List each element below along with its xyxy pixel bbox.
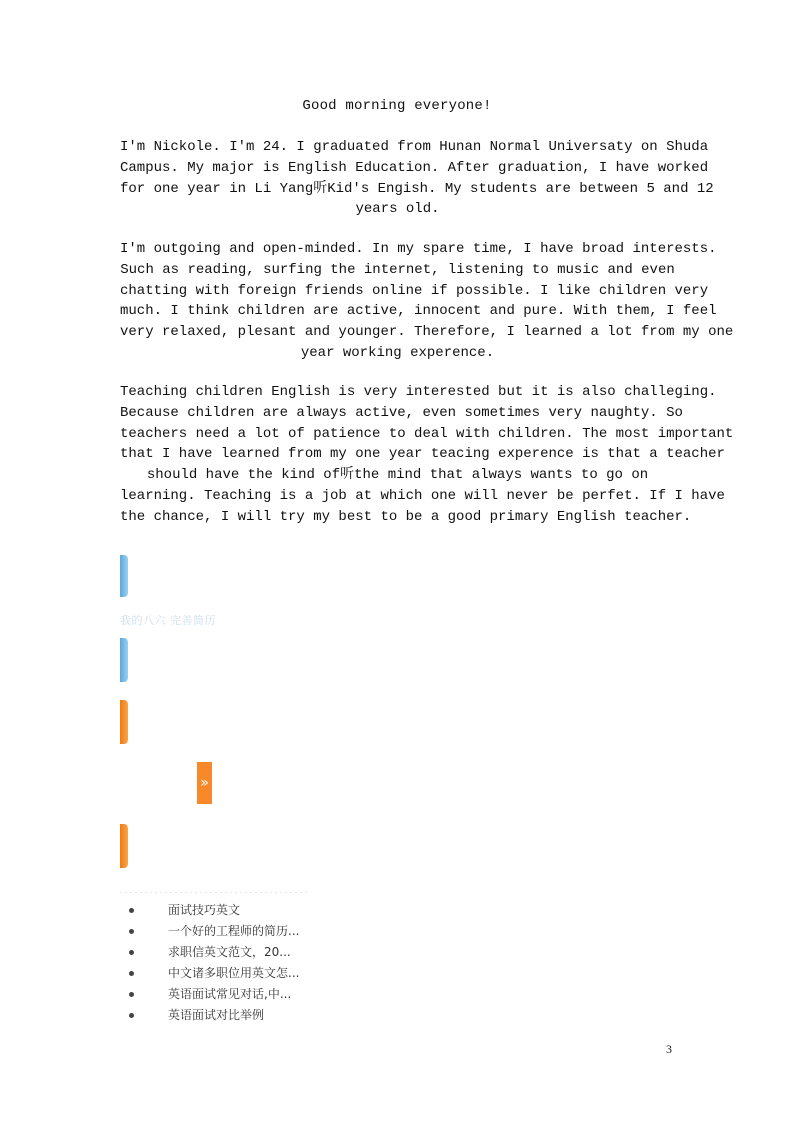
divider [120, 892, 310, 893]
related-link[interactable]: 中文诸多职位用英文怎... [126, 963, 299, 984]
bullet-icon [129, 992, 134, 997]
related-link[interactable]: 求职信英文范文，20... [126, 942, 299, 963]
text-line: chatting with foreign friends online if possible. I like children very [120, 282, 709, 299]
orange-side-tab[interactable] [120, 824, 128, 868]
related-link[interactable]: 英语面试常见对话,中... [126, 984, 299, 1005]
text-line: the chance, I will try my best to be a good primary English teacher. [120, 508, 692, 525]
bullet-icon [129, 950, 134, 955]
text-line: should have the kind of听the mind that always wants to go on [146, 467, 649, 484]
text-line: years old. [355, 201, 440, 218]
blue-side-tab[interactable] [120, 555, 128, 597]
related-links-list [126, 900, 299, 1026]
paragraph-intro [120, 137, 714, 220]
double-chevron-right-icon[interactable]: » [197, 762, 212, 804]
text-line: that I have learned from my one year teacing experence is that a teacher [120, 446, 725, 463]
text-line: Teaching children English is very interested but it is also challeging. [120, 384, 717, 400]
page-number: 3 [666, 1042, 672, 1056]
bullet-icon [129, 1013, 134, 1018]
greeting: Good morning everyone! [302, 98, 492, 114]
blue-side-tab[interactable] [120, 638, 128, 682]
text-line: very relaxed, plesant and younger. Therefore, I learned a lot from my one [120, 324, 734, 341]
paragraph-teaching [120, 382, 734, 528]
text-line: Campus. My major is English Education. After graduation, I have worked [120, 159, 709, 176]
text-line: learning. Teaching is a job at which one will never be perfet. If I have [120, 487, 725, 504]
text-line: Such as reading, surfing the internet, listening to music and even [120, 261, 675, 278]
text-line: Because children are always active, even sometimes very naughty. So [120, 404, 683, 421]
text-line: teachers need a lot of patience to deal with children. The most important [120, 425, 734, 442]
resume-link[interactable]: 我的八六 完善简历 [120, 614, 216, 627]
text-line: much. I think children are active, innocent and pure. With them, I feel [120, 303, 717, 320]
bullet-icon [129, 971, 134, 976]
related-link[interactable]: 一个好的工程师的简历... [126, 921, 299, 942]
orange-side-tab[interactable] [120, 700, 128, 744]
related-link[interactable]: 面试技巧英文 [126, 900, 299, 921]
text-line: I'm Nickole. I'm 24. I graduated from Hunan Normal Universaty on Shuda [120, 139, 709, 155]
bullet-icon [129, 908, 134, 913]
bullet-icon [129, 929, 134, 934]
text-line: for one year in Li Yang听Kid's Engish. My students are between 5 and 12 [120, 180, 714, 197]
related-link[interactable]: 英语面试对比举例 [126, 1005, 299, 1026]
paragraph-personality [120, 239, 734, 364]
text-line: I'm outgoing and open-minded. In my spare time, I have broad interests. [120, 241, 717, 257]
text-line: year working experence. [300, 344, 495, 361]
